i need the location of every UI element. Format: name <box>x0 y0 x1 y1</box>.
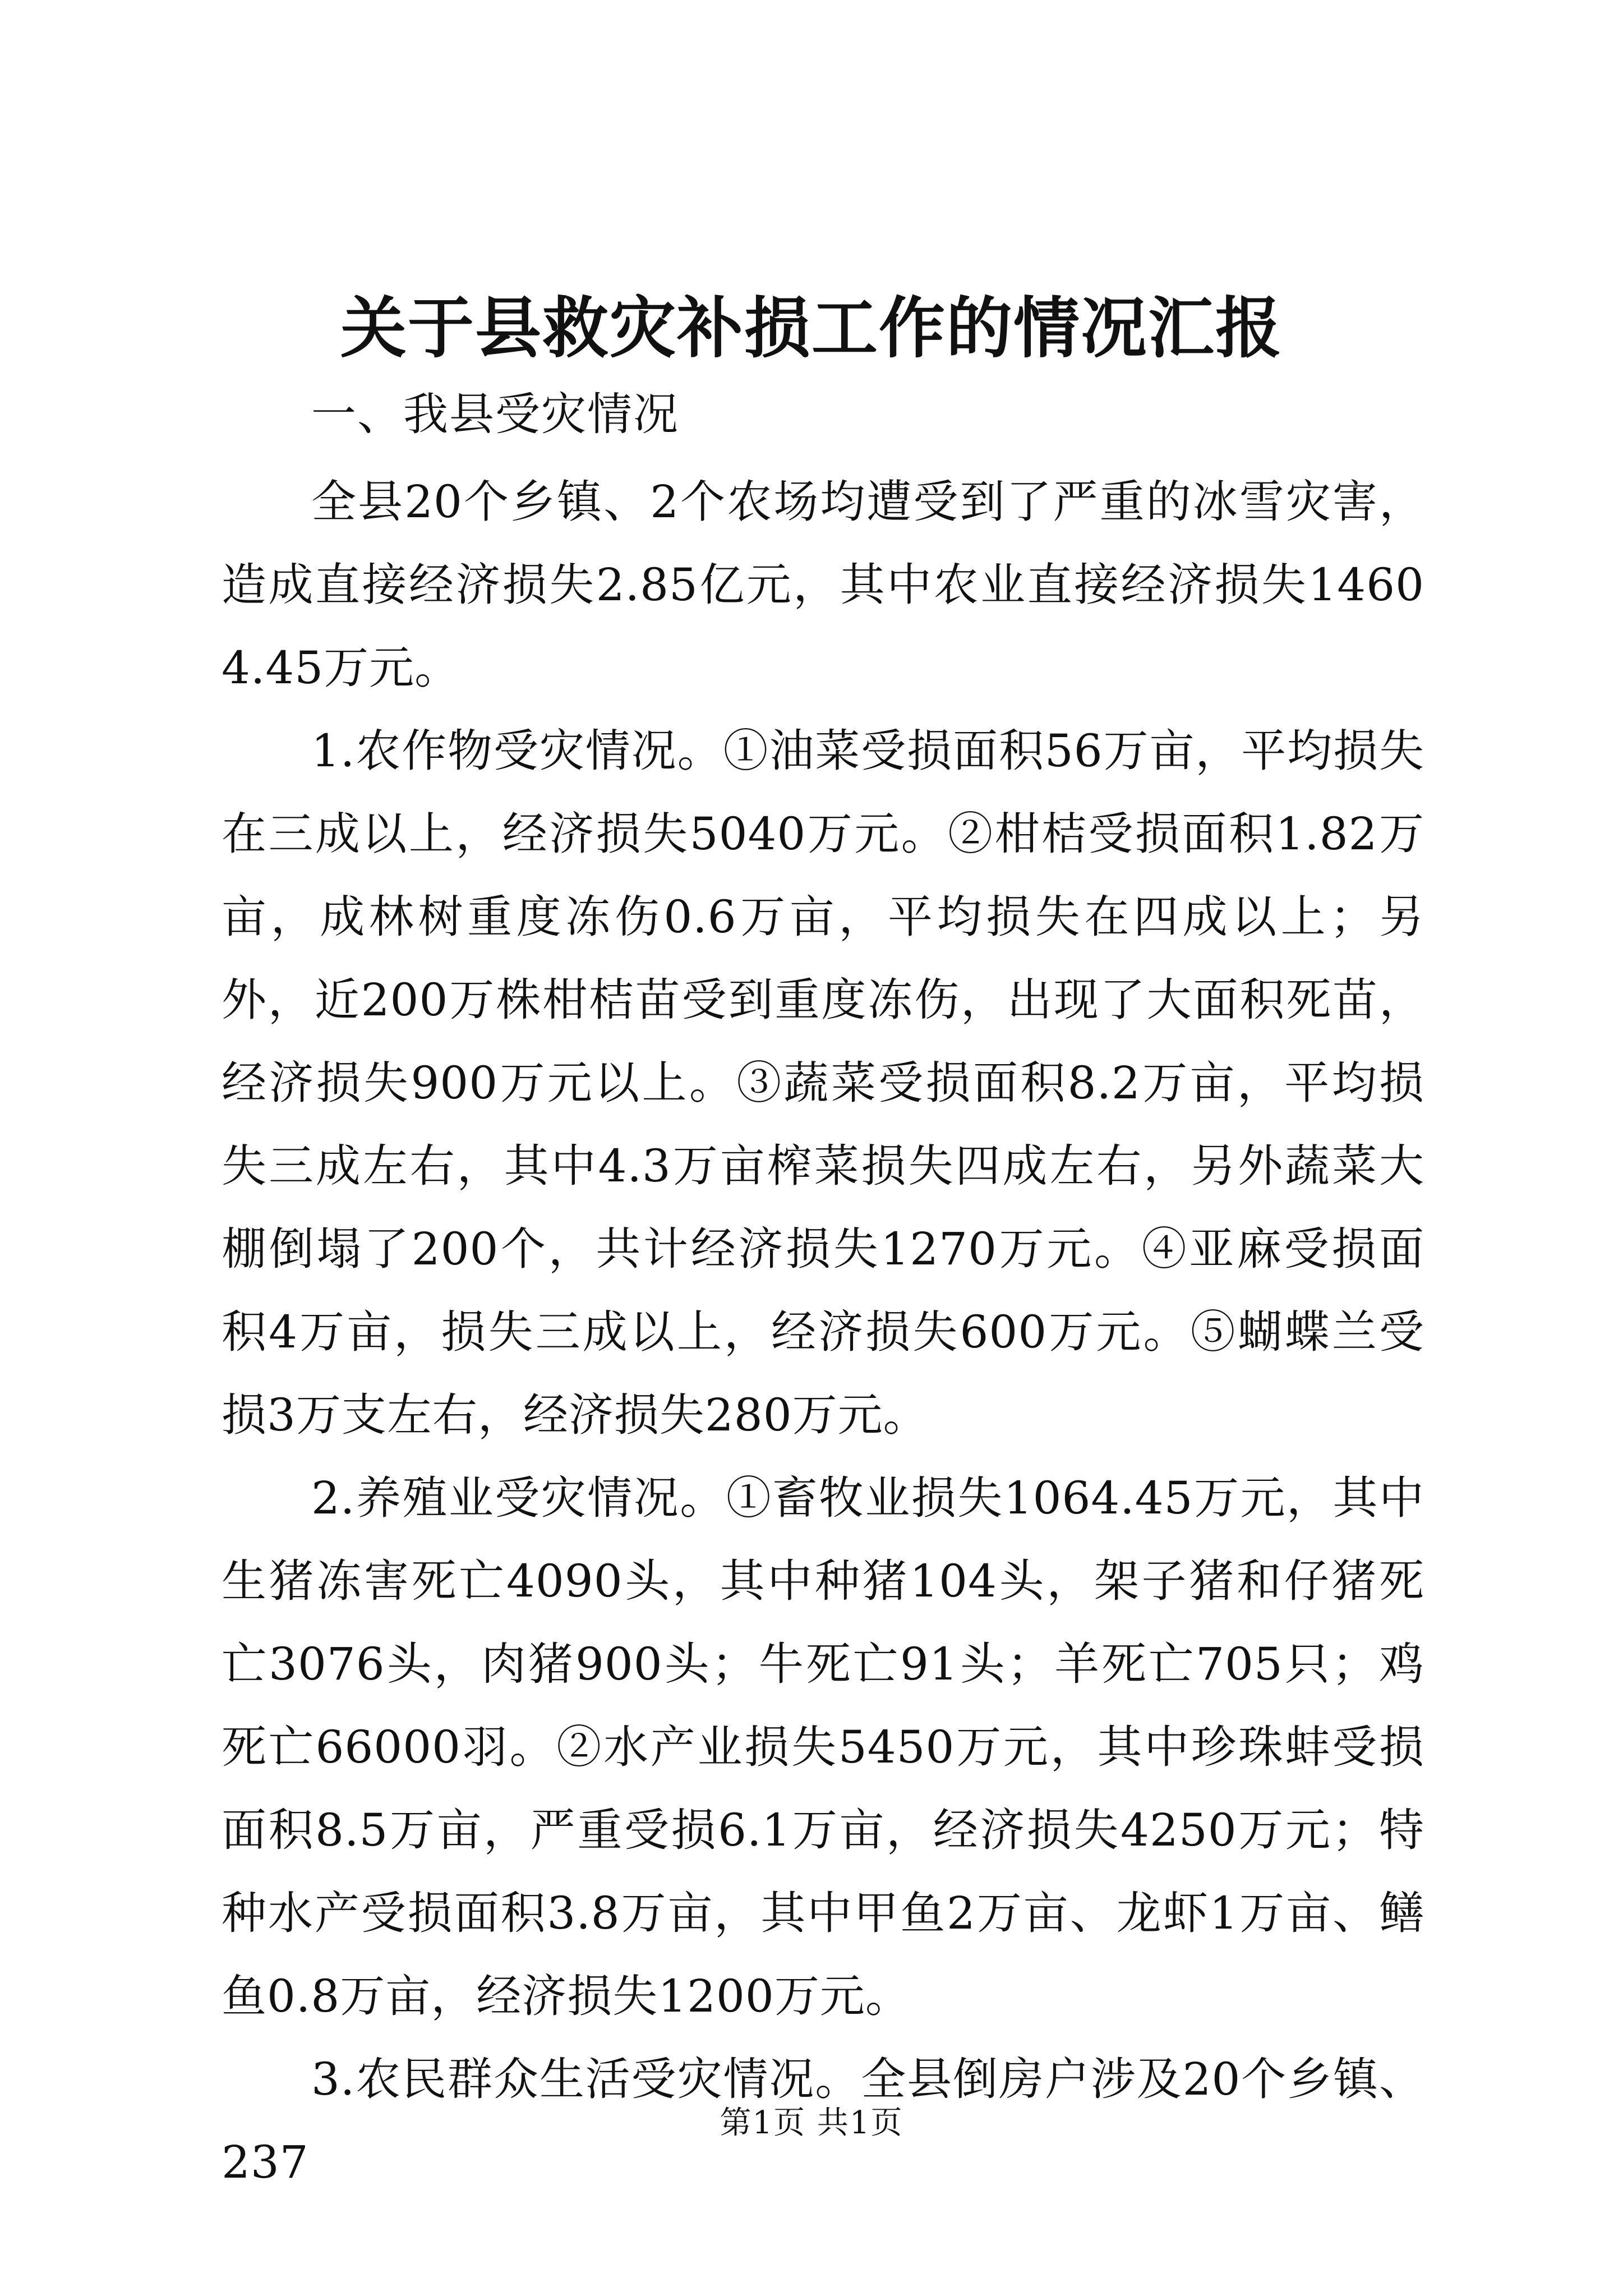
document-body <box>222 373 1424 2204</box>
paragraph-summary: 全县20个乡镇、2个农场均遭受到了严重的冰雪灾害，造成直接经济损失2.85亿元，其中农业直接经济损失14604.45万元。 <box>222 476 1424 694</box>
paragraph-crops: 1.农作物受灾情况。①油菜受损面积56万亩，平均损失在三成以上，经济损失5040万元。②柑桔受损面积1.82万亩，成林树重度冻伤0.6万亩，平均损失在四成以上；另外，近200万株柑桔苗受到重度冻伤，出现了大面积死苗，经济损失900万元以上。③蔬菜受损面积8.2万亩，平均损失三成左右，其中4.3万亩榨菜损失四成左右，另外蔬菜大棚倒塌了200个，共计经济损失1270万元。④亚麻受损面积4万亩，损失三成以上，经济损失600万元。⑤蝴蝶兰受损3万支左右，经济损失280万元。 <box>222 725 1424 1441</box>
section-heading: 一、我县受灾情况 <box>311 388 679 440</box>
paragraph-livestock: 2.养殖业受灾情况。①畜牧业损失1064.45万元，其中生猪冻害死亡4090头，其中种猪104头，架子猪和仔猪死亡3076头，肉猪900头；牛死亡91头；羊死亡705只；鸡死亡66000羽。②水产业损失5450万元，其中珍珠蚌受损面积8.5万亩，严重受损6.1万亩，经济损失4250万元；特种水产受损面积3.8万亩，其中甲鱼2万亩、龙虾1万亩、鳝鱼0.8万亩，经济损失1200万元。 <box>222 1472 1424 2022</box>
document-title: 关于县救灾补损工作的情况汇报 <box>340 289 1283 367</box>
page-number-footer: 第1页 共1页 <box>720 2105 903 2141</box>
paragraph-residents: 3.农民群众生活受灾情况。全县倒房户涉及20个乡镇、237 <box>222 2053 1424 2188</box>
